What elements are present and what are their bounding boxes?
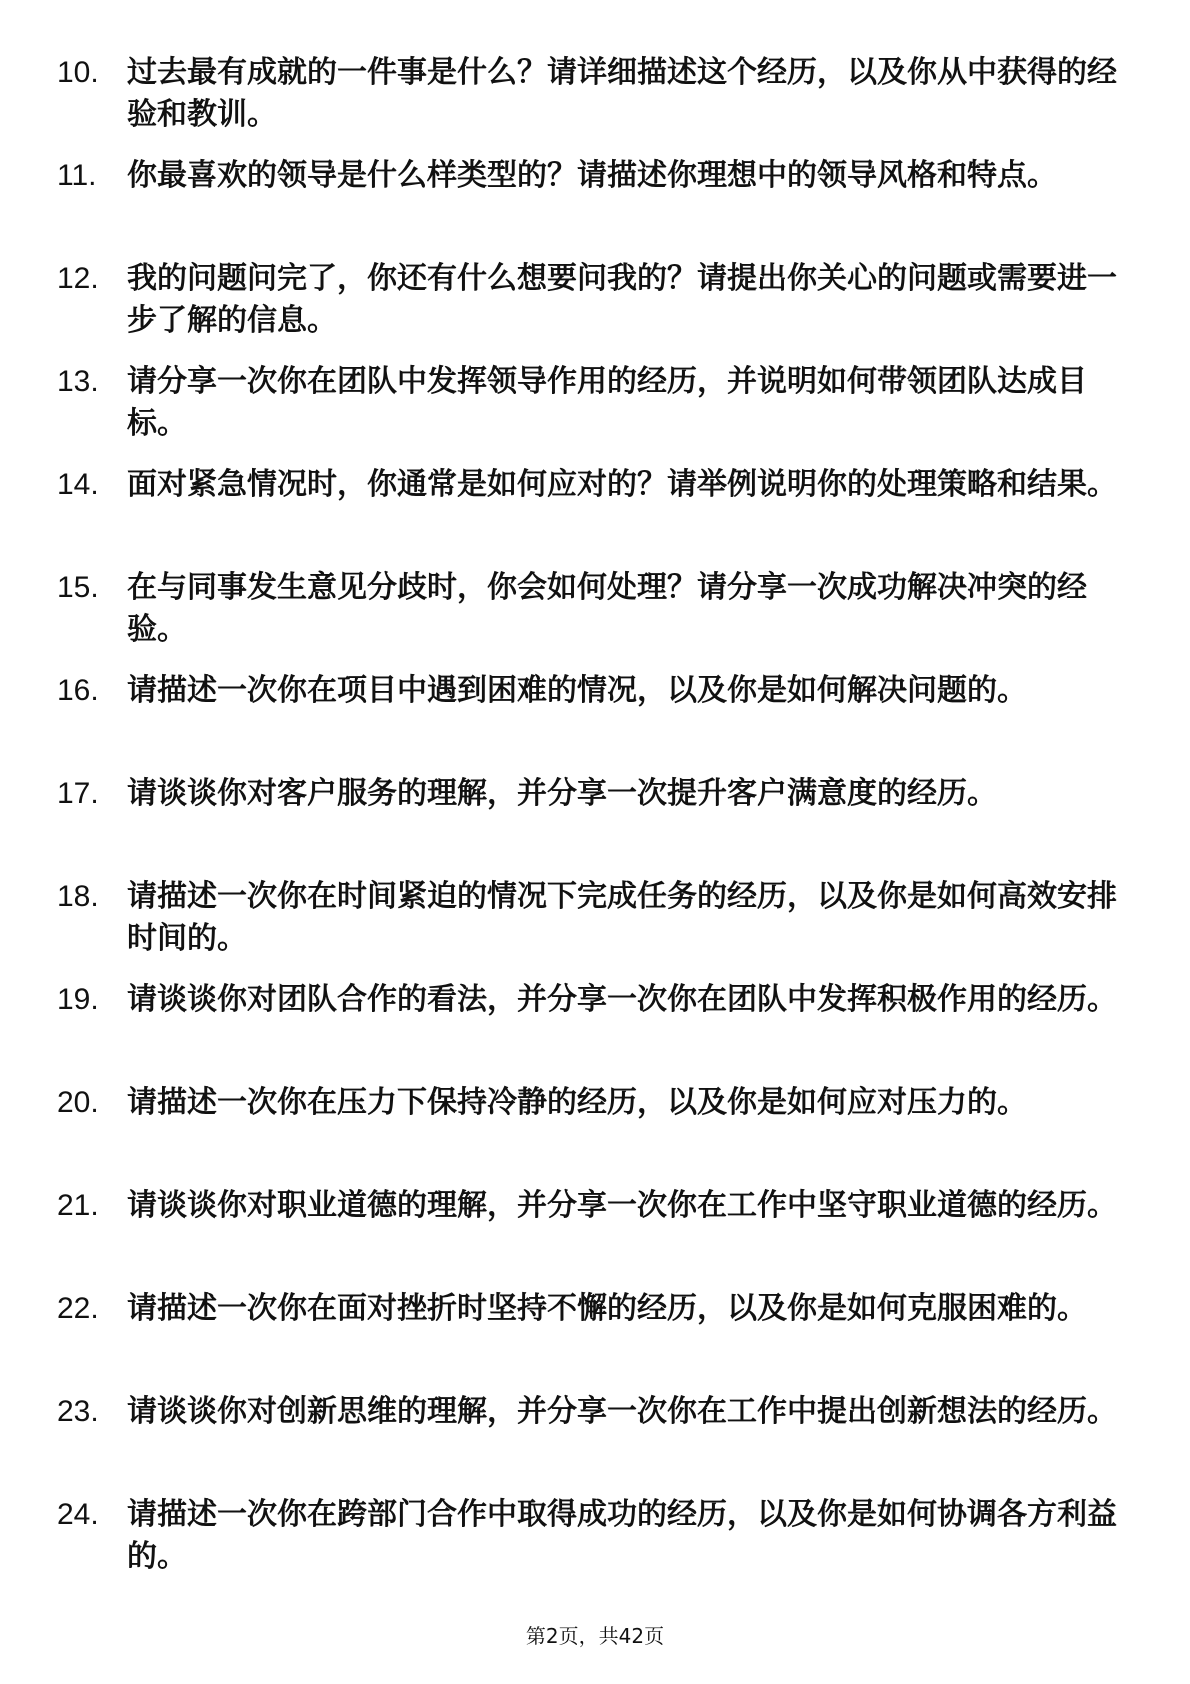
item-number: 19.: [57, 983, 99, 1016]
item-text: 请谈谈你对职业道德的理解，并分享一次你在工作中坚守职业道德的经历。: [127, 1188, 1117, 1223]
list-item: [57, 1391, 1117, 1494]
item-text: 请描述一次你在跨部门合作中取得成功的经历，以及你是如何协调各方利益的。: [127, 1497, 1117, 1574]
item-number: 10.: [57, 56, 99, 89]
list-item: [57, 361, 1117, 464]
item-text: 我的问题问完了，你还有什么想要问我的？请提出你关心的问题或需要进一步了解的信息。: [127, 261, 1117, 338]
item-text: 请谈谈你对团队合作的看法，并分享一次你在团队中发挥积极作用的经历。: [127, 982, 1117, 1017]
item-text: 请谈谈你对创新思维的理解，并分享一次你在工作中提出创新想法的经历。: [127, 1394, 1117, 1429]
item-number: 18.: [57, 880, 99, 913]
item-text: 请分享一次你在团队中发挥领导作用的经历，并说明如何带领团队达成目标。: [127, 364, 1087, 441]
item-number: 21.: [57, 1189, 99, 1222]
item-number: 20.: [57, 1086, 99, 1119]
item-text: 你最喜欢的领导是什么样类型的？请描述你理想中的领导风格和特点。: [127, 158, 1057, 193]
item-number: 11.: [57, 159, 97, 192]
item-text: 请描述一次你在时间紧迫的情况下完成任务的经历，以及你是如何高效安排时间的。: [127, 879, 1117, 956]
list-item: [57, 979, 1117, 1082]
list-item: [57, 464, 1117, 567]
item-text: 在与同事发生意见分歧时，你会如何处理？请分享一次成功解决冲突的经验。: [127, 570, 1087, 647]
list-item: [57, 567, 1117, 670]
list-item: [57, 52, 1117, 155]
list-item: [57, 1288, 1117, 1391]
item-number: 14.: [57, 468, 99, 501]
item-text: 面对紧急情况时，你通常是如何应对的？请举例说明你的处理策略和结果。: [127, 467, 1117, 502]
item-text: 请描述一次你在压力下保持冷静的经历，以及你是如何应对压力的。: [127, 1085, 1027, 1120]
item-number: 12.: [57, 262, 99, 295]
question-list: [57, 52, 1117, 1597]
item-number: 23.: [57, 1395, 99, 1428]
item-number: 15.: [57, 571, 99, 604]
list-item: [57, 670, 1117, 773]
item-text: 请谈谈你对客户服务的理解，并分享一次提升客户满意度的经历。: [127, 776, 997, 811]
list-item: [57, 1494, 1117, 1597]
list-item: [57, 773, 1117, 876]
list-item: [57, 155, 1117, 258]
item-number: 17.: [57, 777, 99, 810]
list-item: [57, 876, 1117, 979]
list-item: [57, 1082, 1117, 1185]
item-text: 过去最有成就的一件事是什么？请详细描述这个经历，以及你从中获得的经验和教训。: [127, 55, 1117, 132]
list-item: [57, 1185, 1117, 1288]
list-item: [57, 258, 1117, 361]
item-number: 22.: [57, 1292, 99, 1325]
item-text: 请描述一次你在项目中遇到困难的情况，以及你是如何解决问题的。: [127, 673, 1027, 708]
item-number: 24.: [57, 1498, 99, 1531]
item-number: 13.: [57, 365, 99, 398]
item-text: 请描述一次你在面对挫折时坚持不懈的经历，以及你是如何克服困难的。: [127, 1291, 1087, 1326]
item-number: 16.: [57, 674, 99, 707]
page-footer: 第2页，共42页: [525, 1624, 665, 1648]
